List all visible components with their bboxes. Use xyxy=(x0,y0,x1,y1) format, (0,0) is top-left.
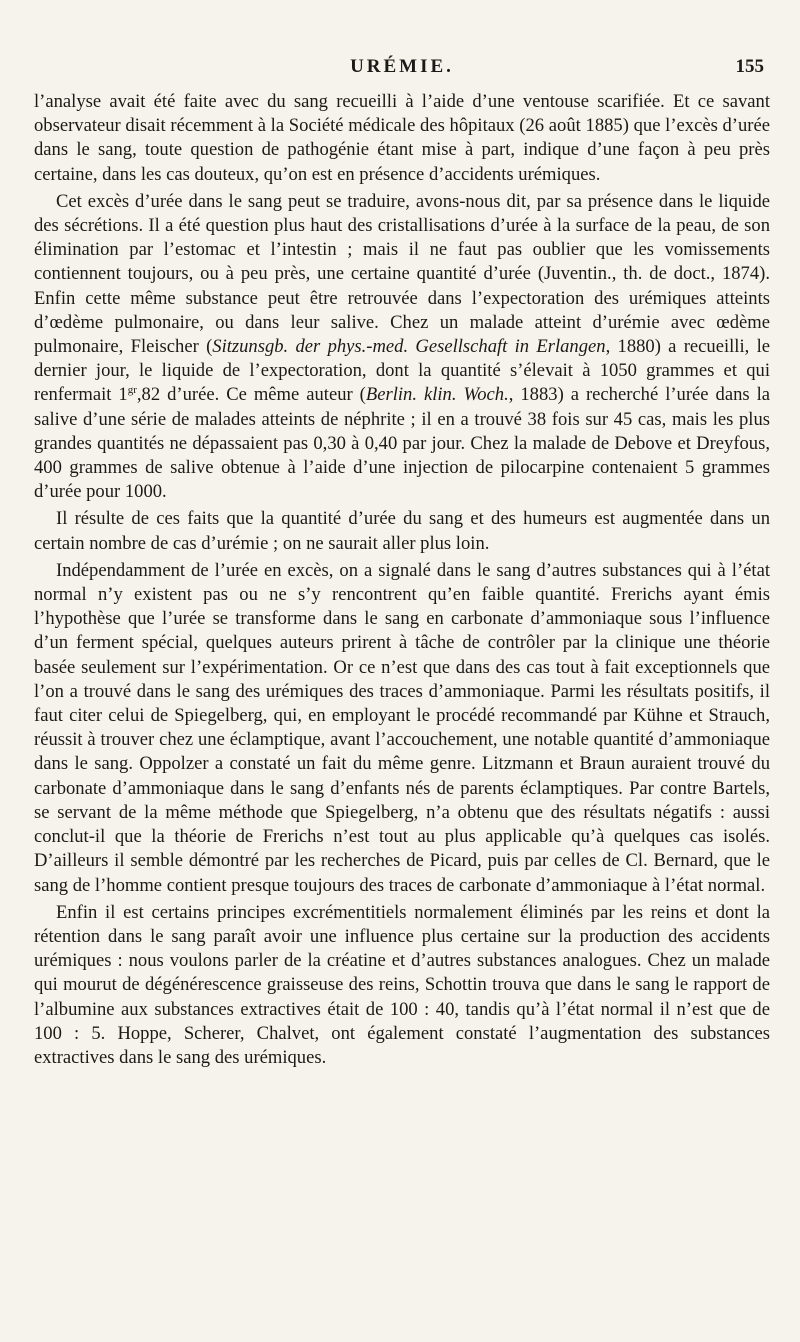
document-page xyxy=(34,56,770,1326)
paragraph-2-part-a: Cet excès d’urée dans le sang peut se traduire, avons-nous dit, par sa présence dans le liquide des sécrétions. Il a été question plus haut des cristallisations d’urée à la surface de la peau, de son élimination par l’estomac et l’intestin ; mais il ne faut pas oublier que les vomissements contiennent toujours, ou à peu près, une certaine quantité d’urée (Juventin., th. de doct., 1874). Enfin cette même substance peut être retrouvée dans l’expectoration des urémiques atteints d’œdème pulmonaire, ou dans leur salive. Chez un malade atteint d’urémie avec œdème pulmonaire, Fleischer ( xyxy=(34,190,770,358)
unit-superscript: gr xyxy=(127,384,137,397)
running-title: URÉMIE. xyxy=(350,56,454,77)
paragraph-2 xyxy=(34,190,770,505)
citation-fleischer: Sitzunsgb. der phys.-med. Gesellschaft in Erlangen xyxy=(212,336,606,358)
paragraph-2-part-d: , 1883) a recherché l’urée dans la salive d’une série de malades atteints de néphrite ; il en a trouvé 38 fois sur 45 cas, mais les plus grandes quantités ne dépassaient pas 0,30 à 0,40 par jour. Chez la malade de Debove et Dreyfous, 400 grammes de salive obtenue à l’aide d’une injection de pilocarpine contenaient 5 grammes d’urée pour 1000. xyxy=(34,384,770,503)
paragraph-2-part-b: , 1880) a recueilli, le dernier jour, le liquide de l’expectoration, dont la quantité s’élevait à 1050 grammes et qui renfermait 1 xyxy=(34,336,770,406)
paragraph-5: Enfin il est certains principes excrémentitiels normalement éliminés par les reins et dont la rétention dans le sang paraît avoir une influence plus certaine sur la production des accidents urémiques : nous voulons parler de la créatine et d’autres substances analogues. Chez un malade qui mourut de dégénérescence graisseuse des reins, Schottin trouva que dans le sang le rapport de l’albumine aux substances extractives était de 100 : 40, tandis qu’à l’état normal il n’est que de 100 : 5. Hoppe, Scherer, Chalvet, ont également constaté l’augmentation des substances extractives dans le sang des urémiques. xyxy=(34,901,770,1068)
paragraph-4: Indépendamment de l’urée en excès, on a signalé dans le sang d’autres substances qui à l’état normal n’y existent pas ou ne s’y rencontrent qu’en faible quantité. Frerichs ayant émis l’hypothèse que l’urée se transforme dans le sang en carbonate d’ammoniaque sous l’influence d’un ferment spécial, quelques auteurs prirent à tâche de contrôler par la clinique une théorie basée seulement sur l’expérimentation. Or ce n’est que dans des cas tout à fait exceptionnels que l’on a trouvé dans le sang des urémiques des traces d’ammoniaque. Parmi les résultats positifs, il faut citer celui de Spiegelberg, qui, en employant le procédé recommandé par Kühne et Strauch, réussit à trouver chez une éclamptique, avant l’accouchement, une notable quantité d’ammoniaque dans le sang. Oppolzer a constaté un fait du même genre. Litzmann et Braun auraient trouvé du carbonate d’ammoniaque dans le sang d’enfants nés de parents éclamptiques. Par contre Bartels, se servant de la même méthode que Spiegelberg, n’a obtenu que des résultats négatifs : aussi conclut-il que la théorie de Frerichs n’est tout au plus applicable qu’à quelques cas isolés. D’ailleurs il semble démontré par les recherches de Picard, puis par celles de Cl. Bernard, que le sang de l’homme contient presque toujours des traces de carbonate d’ammoniaque à l’état normal. xyxy=(34,559,770,896)
page-header xyxy=(34,56,770,90)
paragraph-1: l’analyse avait été faite avec du sang recueilli à l’aide d’une ventouse scarifiée. Et ce savant observateur disait récemment à la Société médicale des hôpitaux (26 août 1885) que l’excès d’urée dans le sang, toute question de pathogénie étant mise à part, indique d’une façon à peu près certaine, dans les cas douteux, qu’on est en présence d’accidents urémiques. xyxy=(34,91,770,185)
paragraph-2-part-c: ,82 d’urée. Ce même auteur ( xyxy=(136,384,366,406)
paragraph-3: Il résulte de ces faits que la quantité d’urée du sang et des humeurs est augmentée dans un certain nombre de cas d’urémie ; on ne saurait aller plus loin. xyxy=(34,508,770,554)
page-number: 155 xyxy=(735,56,764,77)
citation-berlin-klin-woch: Berlin. klin. Woch. xyxy=(365,384,509,406)
body-text xyxy=(34,90,770,1070)
